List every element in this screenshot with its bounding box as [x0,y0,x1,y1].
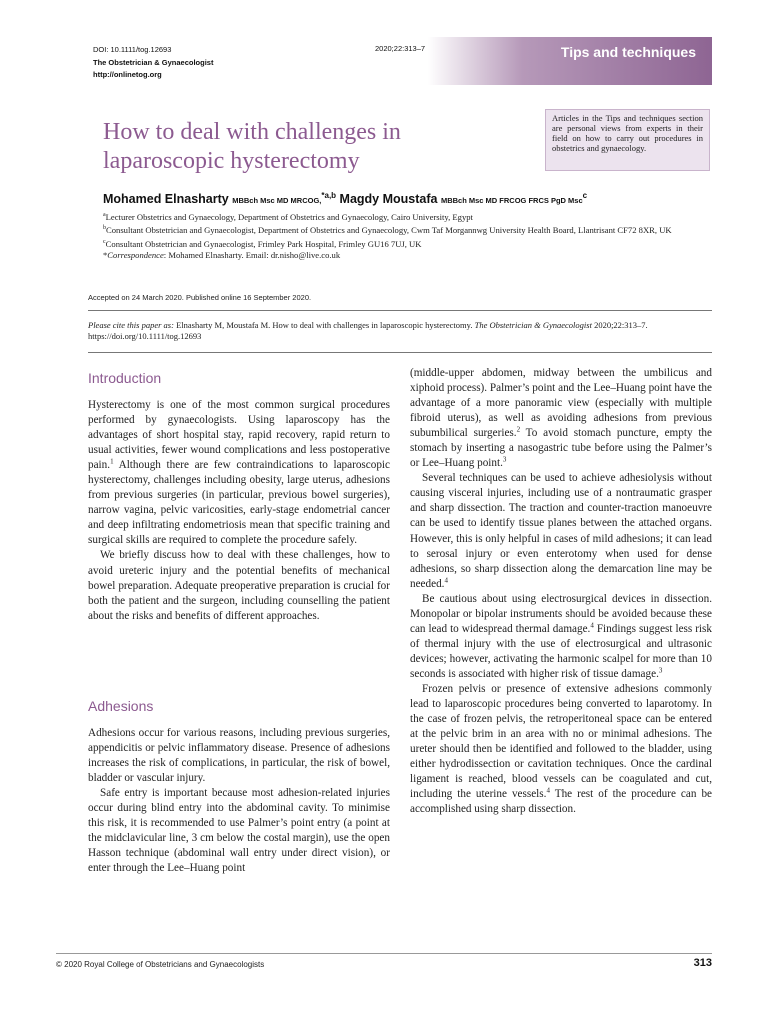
correspondence-email[interactable]: : Mohamed Elnasharty. Email: dr.nisho@live.co.uk [163,250,341,261]
right-column-body [410,366,712,817]
divider [88,310,712,311]
section-note-box: Articles in the Tips and techniques section are personal views from experts in their field on how to carry out procedures in obstetrics and gynaecology. [545,109,710,171]
journal-name: The Obstetrician & Gynaecologist [93,57,214,67]
journal-url[interactable]: http://onlinetog.org [93,70,162,79]
paragraph: (middle-upper abdomen, midway between the umbilicus and xiphoid process). Palmer’s point and the Lee–Huang point have the advantage of a more panoramic view (especially with multiple fibroid uterus), as well as avoiding adhesions from previous subumbilical surgeries.$^2$ To avoid stomach puncture, empty the stomach by inserting a nasogastric tube before using the Palmer’s or Lee–Huang point.$^3$ [410,367,712,470]
author-1-marks: *a,b [321,191,337,200]
section-label: Tips and techniques [560,44,696,60]
affiliations [103,210,703,262]
citation-link[interactable]: 2020;22:313–7. https://doi.org/10.1111/tog.12693 [88,320,648,341]
author-1-degrees: MBBch Msc MD MRCOG, [232,196,322,206]
author-2-marks: c [582,191,588,200]
author-line [103,191,587,206]
footer-divider [56,953,712,954]
divider [88,352,712,353]
article-title: How to deal with challenges in laparoscopic hysterectomy [103,119,401,174]
author-1-name: Mohamed Elnasharty [103,192,229,207]
paragraph: We briefly discuss how to deal with these challenges, how to avoid ureteric injury and the potential benefits of mechanical bowel preparation. Adequate preoperative preparation is crucial for both the patient and the surgeon, including counselling the patient about the risks and benefits of different approaches. [88,549,390,622]
affiliation-b: $^b$Consultant Obstetrician and Gynaecologist, Department of Obstetrics and Gynaecology, Cwm Taf Morgannwg University Health Board, Llantrisant CF72 8XR, UK [103,225,672,236]
affiliation-a: $^a$Lecturer Obstetrics and Gynaecology, Department of Obstetrics and Gynaecology, Cairo University, Egypt [103,211,473,222]
page-number: 313 [693,957,712,969]
author-2-degrees: MBBch Msc MD FRCOG FRCS PgD Msc [440,196,583,206]
paragraph: Safe entry is important because most adhesion-related injuries occur during blind entry into the abdominal cavity. To minimise this risk, it is recommended to use Palmer’s point entry (a point at the midclavicular line, 3 cm below the costal margin), use the open Hasson technique (abdominal wall entry under direct vision), or enter through the Lee–Huang point [88,787,390,875]
citation-journal: The Obstetrician & Gynaecologist [474,320,592,330]
author-2-name: Magdy Moustafa [339,192,438,207]
paragraph: Be cautious about using electrosurgical devices in dissection. Monopolar or bipolar instruments should be avoided because these can lead to widespread thermal damage.$^4$ Findings suggest less risk of thermal injury with the use of electrosurgical and ultrasonic devices; however, activating the harmonic scalpel for more than 10 seconds is associated with higher risk of tissue damage.$^3$ [410,592,712,680]
affiliation-c: $^c$Consultant Obstetrician and Gynaecologist, Frimley Park Hospital, Frimley GU16 7UJ, UK [103,238,422,249]
paragraph: Adhesions occur for various reasons, including previous surgeries, appendicitis or pelvic inflammatory disease. Presence of adhesions increases the risk of complications, in particular, the risk of bowel, bladder or vascular injury. [88,727,390,785]
year-issue: 2020;22:313–7 [375,44,426,53]
paragraph: Frozen pelvis or presence of extensive adhesions commonly lead to laparoscopic procedures being converted to laparotomy. In the case of frozen pelvis, the retroperitoneal space can be entered at the pelvic brim in an area with no or minimal adhesions. The ureter should then be identified and followed to the bladder, using either hydrodissection or cavitation techniques. Once the cardinal ligament is reached, blood vessels can be coagulated and cut, including the uterine vessels.$^4$ The rest of the procedure can be accomplished using sharp dissection. [410,682,713,816]
doi-text[interactable]: DOI: 10.1111/tog.12693 [93,45,172,54]
heading-adhesions: Adhesions [88,698,154,714]
paragraph: Several techniques can be used to achieve adhesiolysis without causing visceral injuries, including use of a nontraumatic grasper and sharp dissection. The traction and counter-traction manoeuvre can be used to identify tissue planes between the attached organs. However, this is only helpful in cases of mild adhesions; it can lead to serosal injury or even enterotomy when used for dense adhesions, so sharp dissection along the demarcation line may be needed.$^4$ [410,472,712,590]
citation-lead: Please cite this paper as: [88,320,174,330]
paragraph: Hysterectomy is one of the most common surgical procedures performed by gynaecologists. Using laparoscopy has the advantages of short hospital stay, rapid recovery, rapid return to usual activities, fewer wound complications and less postoperative pain.$^1$ Although there are few contraindications to laparoscopic hysterectomy, challenges including obesity, large uterus, adhesions from previous surgeries (in particular, previous bowel surgeries), narrow vagina, pelvic varicosities, early-stage endometrial cancer and deep infiltrating endometriosis mean that specific training and surgical skills are required to complete the procedure safely. [88,399,390,547]
heading-introduction: Introduction [88,370,162,386]
correspondence: *Correspondence: Mohamed Elnasharty. Email: dr.nisho@live.co.uk [103,250,341,261]
copyright: © 2020 Royal College of Obstetricians and Gynaecologists [56,960,265,969]
adhesions-body [88,726,390,876]
intro-body [88,398,390,624]
citation: Please cite this paper as: Elnasharty M, Moustafa M. How to deal with challenges in laparoscopic hysterectomy. The Obstetrician & Gynaecologist 2020;22:313–7. https://doi.org/10.1111/tog.12693 [88,320,648,341]
journal-meta [93,44,213,82]
accepted-date: Accepted on 24 March 2020. Published online 16 September 2020. [88,293,312,302]
